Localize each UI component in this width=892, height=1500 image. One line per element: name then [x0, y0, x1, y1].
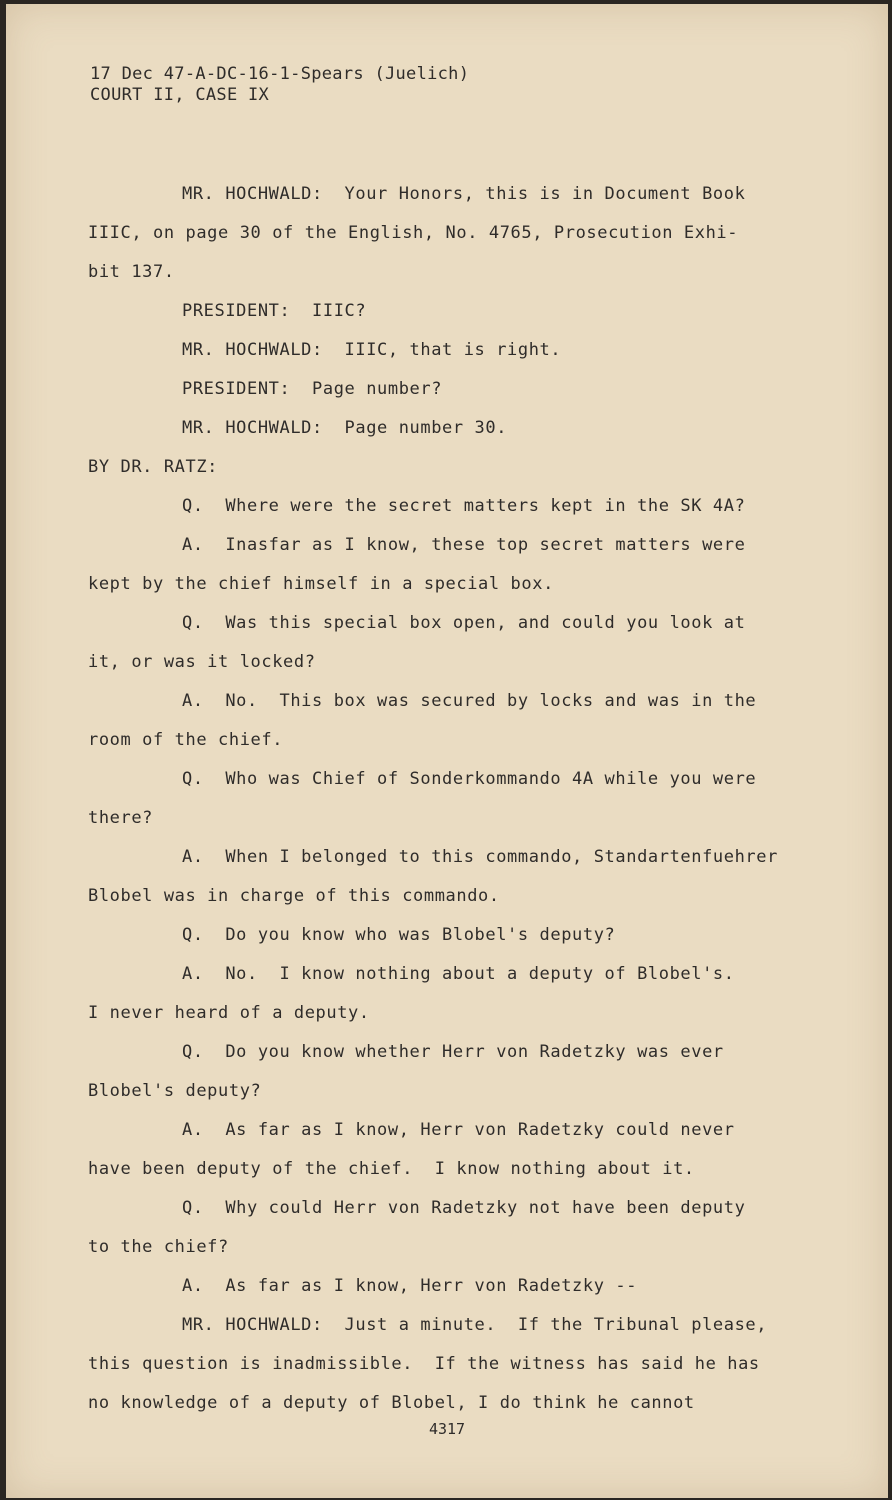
transcript-line: there? — [88, 808, 154, 828]
transcript-line: to the chief? — [88, 1237, 229, 1257]
transcript-line: BY DR. RATZ: — [88, 457, 219, 477]
page-number: 4317 — [428, 1420, 466, 1438]
transcript-line: PRESIDENT: IIIC? — [182, 301, 367, 321]
transcript-line: A. Inasfar as I know, these top secret matters were — [182, 535, 746, 555]
transcript-line: A. As far as I know, Herr von Radetzky could never — [182, 1120, 735, 1140]
transcript-line: Q. Why could Herr von Radetzky not have been deputy — [182, 1198, 746, 1218]
transcript-line: IIIC, on page 30 of the English, No. 4765, Prosecution Exhi- — [88, 223, 739, 243]
transcript-line: have been deputy of the chief. I know nothing about it. — [88, 1159, 695, 1179]
transcript-line: A. As far as I know, Herr von Radetzky -- — [182, 1276, 638, 1296]
transcript-line: MR. HOCHWALD: Just a minute. If the Tribunal please, — [182, 1315, 768, 1335]
document-header — [90, 64, 469, 106]
transcript-line: MR. HOCHWALD: Your Honors, this is in Document Book — [182, 184, 746, 204]
transcript-line: A. No. I know nothing about a deputy of Blobel's. — [182, 964, 735, 984]
transcript-line: Q. Do you know who was Blobel's deputy? — [182, 925, 616, 945]
transcript-line: no knowledge of a deputy of Blobel, I do think he cannot — [88, 1393, 695, 1413]
transcript-line: it, or was it locked? — [88, 652, 316, 672]
header-court-case: COURT II, CASE IX — [90, 85, 270, 105]
document-page — [6, 4, 888, 1498]
transcript-line: bit 137. — [88, 262, 175, 282]
transcript-line: this question is inadmissible. If the witness has said he has — [88, 1354, 760, 1374]
transcript-line: Q. Where were the secret matters kept in the SK 4A? — [182, 496, 746, 516]
transcript-line: room of the chief. — [88, 730, 284, 750]
transcript-line: A. No. This box was secured by locks and was in the — [182, 691, 757, 711]
transcript-line: I never heard of a deputy. — [88, 1003, 370, 1023]
transcript-line: Q. Was this special box open, and could you look at — [182, 613, 746, 633]
transcript-line: Q. Do you know whether Herr von Radetzky was ever — [182, 1042, 724, 1062]
transcript-line: MR. HOCHWALD: IIIC, that is right. — [182, 340, 562, 360]
transcript-line: Q. Who was Chief of Sonderkommando 4A while you were — [182, 769, 757, 789]
transcript-line: PRESIDENT: Page number? — [182, 379, 443, 399]
transcript-line: kept by the chief himself in a special box. — [88, 574, 554, 594]
transcript-line: Blobel's deputy? — [88, 1081, 262, 1101]
transcript-line: MR. HOCHWALD: Page number 30. — [182, 418, 508, 438]
header-reference: 17 Dec 47-A-DC-16-1-Spears (Juelich) — [90, 64, 470, 84]
transcript-line: Blobel was in charge of this commando. — [88, 886, 500, 906]
transcript-line: A. When I belonged to this commando, Standartenfuehrer — [182, 847, 778, 867]
